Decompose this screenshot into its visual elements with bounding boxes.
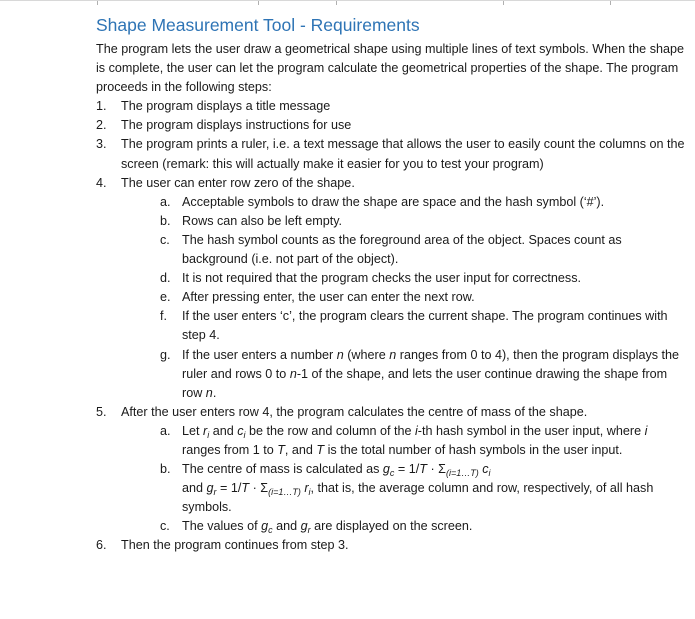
step-text: The user can enter row zero of the shape. [121, 175, 355, 190]
page-title: Shape Measurement Tool - Requirements [96, 15, 420, 35]
formula-part: = 1/ [216, 481, 242, 496]
step-4g [96, 346, 686, 403]
step-number: 3. [96, 137, 107, 152]
step-4d [96, 269, 686, 288]
var-T: T [419, 462, 427, 477]
subscript: i [308, 487, 311, 498]
step-2 [96, 116, 686, 135]
sub-text-part: and [182, 481, 207, 496]
step-4 [96, 174, 686, 193]
sum-range: (i=1…T) [445, 468, 479, 479]
step-4c [96, 231, 686, 269]
var-n: n [389, 347, 397, 362]
sum-range: (i=1…T) [268, 487, 301, 498]
sub-letter: a. [160, 194, 171, 209]
sub-letter: d. [160, 271, 171, 286]
step-4f [96, 307, 686, 345]
var-g: g [382, 462, 390, 477]
sub-text-part: is the total number of hash symbols in the user input. [324, 442, 623, 457]
var-n: n [289, 366, 297, 381]
var-i: i [414, 423, 418, 438]
subscript: c [389, 468, 395, 479]
subscript: i [207, 429, 210, 440]
step-3 [96, 135, 686, 173]
step-text: The program displays instructions for use [121, 118, 352, 133]
var-T: T [316, 442, 325, 457]
sub-text-part: If the user enters a number [182, 347, 337, 362]
step-text: The program prints a ruler, i.e. a text message that allows the user to easily count the columns on the screen (remark: this will actually make it easier for you to test your program) [121, 137, 685, 171]
ruler-tick [336, 1, 337, 5]
subscript: c [268, 525, 273, 536]
step-number: 4. [96, 175, 107, 190]
sub-text: Acceptable symbols to draw the shape are space and the hash symbol (‘#’). [182, 194, 605, 209]
step-4a [96, 193, 686, 212]
var-T: T [241, 481, 250, 496]
step-5b [96, 460, 686, 517]
document-body [96, 14, 686, 556]
sub-text-part: -th hash symbol in the user input, where [417, 423, 645, 438]
page-top-edge [0, 0, 695, 4]
sub-text-part: The centre of mass is calculated as [182, 462, 383, 477]
formula-part: = 1/ [394, 462, 420, 477]
step-text: Then the program continues from step 3. [121, 538, 349, 553]
sub-text: It is not required that the program checks the user input for correctness. [182, 271, 581, 286]
sub-text-part: , that is, the average column and row, respectively, of all hash symbols. [182, 481, 654, 515]
sub-text-part: Let [182, 423, 204, 438]
sub-letter: e. [160, 290, 171, 305]
var-g: g [300, 519, 308, 534]
sub-text-part: , and [284, 442, 317, 457]
sub-text-part: ranges from 0 to 4), then the program displays the ruler and rows 0 to [182, 347, 680, 381]
subscript: r [307, 525, 311, 536]
step-6 [96, 536, 686, 555]
sub-letter: g. [160, 347, 171, 362]
var-n: n [205, 385, 213, 400]
sub-letter: a. [160, 423, 171, 438]
sub-text-part: be the row and column of the [245, 423, 415, 438]
sub-letter: b. [160, 213, 171, 228]
var-T: T [277, 442, 285, 457]
step-text: The program displays a title message [121, 99, 331, 114]
sub-text-part: and [209, 423, 238, 438]
ruler-tick [610, 1, 611, 5]
sum-symbol: · Σ [426, 462, 446, 477]
sub-letter: b. [160, 462, 171, 477]
step-number: 6. [96, 538, 107, 553]
step-number: 2. [96, 118, 107, 133]
step-text: After the user enters row 4, the program calculates the centre of mass of the shape. [121, 404, 588, 419]
var-i: i [644, 423, 648, 438]
step-5 [96, 403, 686, 422]
sub-text-part: -1 of the shape, and lets the user continue drawing the shape from row [182, 366, 668, 400]
sub-letter: c. [160, 519, 170, 534]
sub-text-part: . [212, 385, 217, 400]
step-number: 1. [96, 99, 107, 114]
sub-letter: f. [160, 309, 167, 324]
sub-text: After pressing enter, the user can enter the next row. [182, 290, 475, 305]
step-4e [96, 288, 686, 307]
sub-text-part: and [272, 519, 301, 534]
sub-text-part: The values of [182, 519, 262, 534]
sub-text: If the user enters ‘c’, the program clears the current shape. The program continues with step 4. [182, 309, 668, 343]
sub-text: The hash symbol counts as the foreground area of the object. Spaces count as background (i.e. not part of the object). [182, 232, 622, 267]
var-g: g [261, 519, 269, 534]
var-c: c [237, 423, 244, 438]
ruler-tick [258, 1, 259, 5]
var-n: n [336, 347, 344, 362]
sub-text-part: ranges from 1 to [182, 442, 278, 457]
step-number: 5. [96, 404, 107, 419]
var-r: r [304, 481, 309, 496]
ruler-tick [503, 1, 504, 5]
step-5a [96, 422, 686, 460]
subscript: i [488, 468, 491, 479]
var-r: r [203, 423, 208, 438]
var-g: g [206, 481, 214, 496]
sum-symbol: · Σ [249, 481, 269, 496]
sub-text: Rows can also be left empty. [182, 213, 343, 228]
step-5c [96, 517, 686, 536]
step-1 [96, 97, 686, 116]
sub-text-part: are displayed on the screen. [310, 519, 473, 534]
ruler-tick [97, 1, 98, 5]
intro-paragraph: The program lets the user draw a geometrical shape using multiple lines of text symbols. When the shape is complete, the user can let the program calculate the geometrical properties of the shape. The program proceeds in the following steps: [96, 42, 685, 95]
sub-text-part: (where [343, 347, 390, 362]
subscript: r [213, 487, 217, 498]
var-c: c [482, 462, 489, 477]
step-4b [96, 212, 686, 231]
sub-letter: c. [160, 232, 170, 247]
subscript: i [243, 429, 246, 440]
